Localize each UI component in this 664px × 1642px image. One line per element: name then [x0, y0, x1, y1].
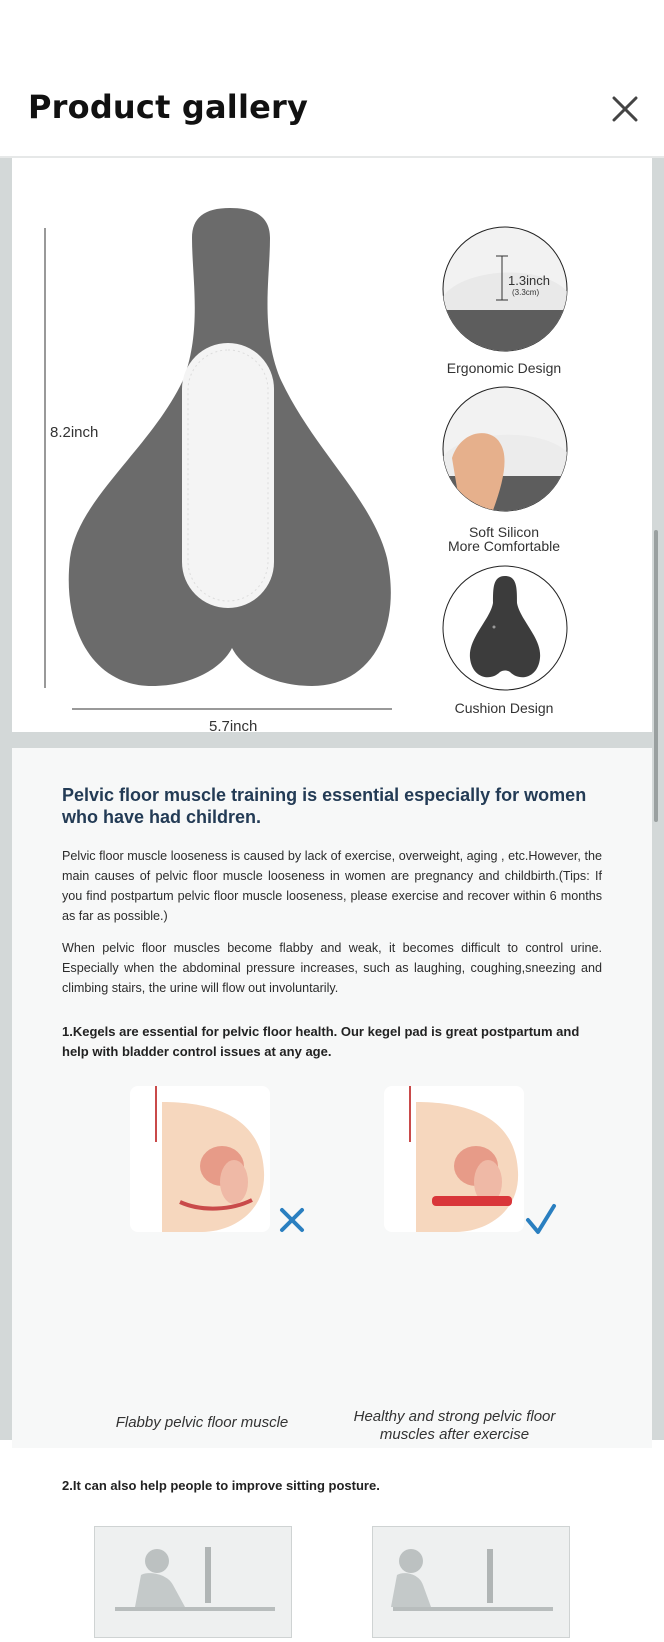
gallery-image-pelvic-info[interactable] — [12, 748, 652, 1493]
gallery-scrollbar[interactable] — [654, 530, 658, 822]
posture-photo-bad — [94, 1526, 292, 1638]
header-bar — [0, 0, 664, 158]
thickness-label: 1.3inch — [508, 273, 550, 288]
posture-photo-good — [372, 1526, 570, 1638]
feature-label-ergonomic: Ergonomic Design — [446, 360, 562, 376]
info-paragraph-2: When pelvic floor muscles become flabby and weak, it becomes difficult to control urine. Especially when the abdominal pressure increases, such as laughing, coughing,sneezing and climbing stairs, the urine will flow out involuntarily. — [62, 941, 602, 995]
height-dimension-label: 8.2inch — [50, 424, 99, 441]
caption-flabby: Flabby pelvic floor muscle — [115, 1414, 289, 1431]
info-heading: Pelvic floor muscle training is essential especially for women who have had children. — [62, 785, 587, 827]
feature-label-soft-silicon: Soft Silicon More Comfortable — [447, 524, 561, 554]
thickness-sublabel: (3.3cm) — [512, 288, 540, 297]
gallery-image-dimensions[interactable] — [12, 158, 652, 735]
width-dimension-label: 5.7inch — [209, 718, 258, 735]
close-icon[interactable] — [604, 90, 644, 130]
page-title: Product gallery — [28, 88, 309, 126]
feature-label-cushion-design: Cushion Design — [454, 700, 554, 716]
anatomy-illustrations — [12, 1082, 652, 1252]
gallery-scroll-area[interactable] — [0, 158, 664, 1493]
info-paragraph-1: Pelvic floor muscle looseness is caused by lack of exercise, overweight, aging , etc.However, the main causes of pelvic floor muscle looseness in women are pregnancy and childbirth.(Tips: If you find postpartum pelvic floor muscle looseness, please exercise and recover within 6 months as far as possible.) — [62, 849, 602, 923]
cushion-illustration — [12, 158, 652, 732]
info-point-1: 1.Kegels are essential for pelvic floor health. Our kegel pad is great postpartum and help with bladder control issues at any age. — [62, 1024, 580, 1059]
caption-healthy: Healthy and strong pelvic floor muscles after exercise — [353, 1408, 556, 1443]
info-point-2: 2.It can also help people to improve sitting posture. — [62, 1478, 380, 1493]
